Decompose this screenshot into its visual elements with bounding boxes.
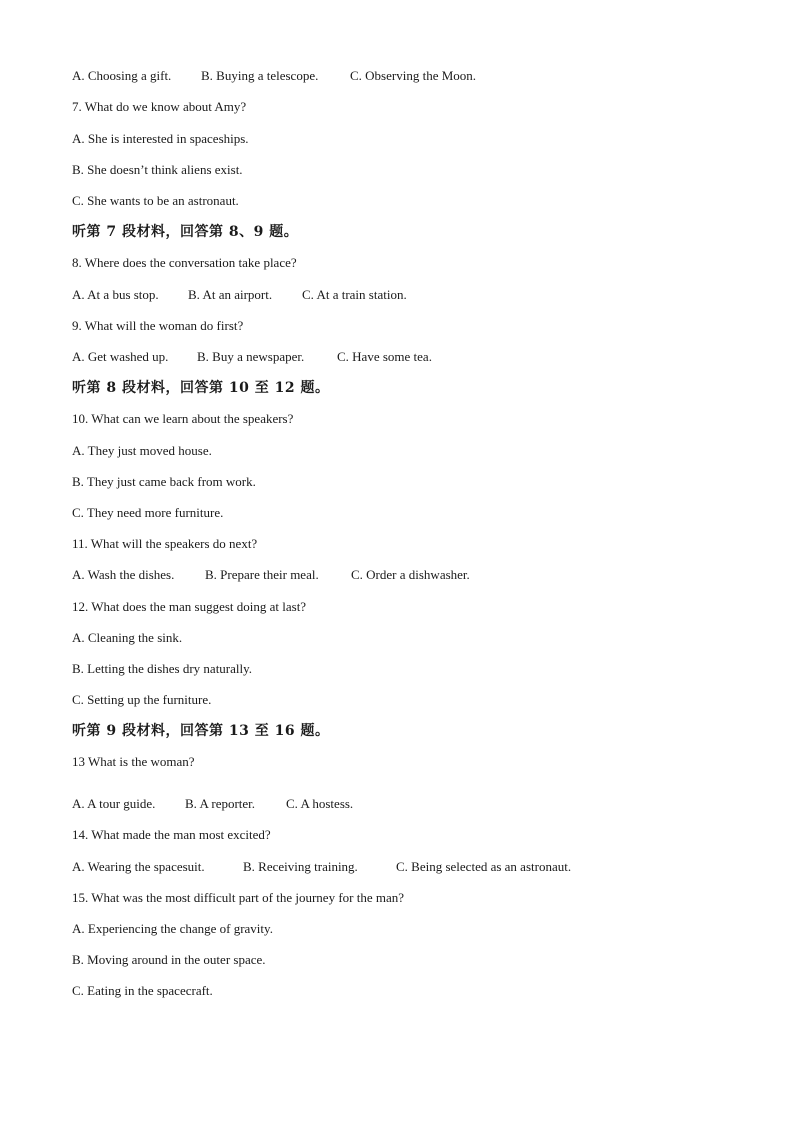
q9-question: 9. What will the woman do first? (72, 318, 244, 333)
q15-option-b: B. Moving around in the outer space. (72, 952, 266, 967)
q6-option-a: A. Choosing a gift. (72, 68, 172, 83)
q9-option-c: C. Have some tea. (337, 349, 432, 364)
q7-option-b: B. She doesn’t think aliens exist. (72, 162, 243, 177)
q7-option-c: C. She wants to be an astronaut. (72, 193, 239, 208)
q8-option-b: B. At an airport. (188, 287, 273, 302)
q13-option-b: B. A reporter. (185, 796, 256, 811)
q14-option-c: C. Being selected as an astronaut. (396, 859, 572, 874)
q6-option-b: B. Buying a telescope. (201, 68, 319, 83)
q8-option-c: C. At a train station. (302, 287, 407, 302)
q14-option-b: B. Receiving training. (243, 859, 358, 874)
q11-option-a: A. Wash the dishes. (72, 567, 175, 582)
q9-option-a: A. Get washed up. (72, 349, 169, 364)
q14-question: 14. What made the man most excited? (72, 827, 271, 842)
q11-question: 11. What will the speakers do next? (72, 536, 258, 551)
q9-option-b: B. Buy a newspaper. (197, 349, 305, 364)
section-7-heading: 听第 7 段材料，回答第 8、9 题。 (72, 224, 299, 240)
q15-question: 15. What was the most difficult part of the journey for the man? (72, 890, 405, 905)
q12-option-b: B. Letting the dishes dry naturally. (72, 661, 253, 676)
q13-question: 13 What is the woman? (72, 754, 195, 769)
q11-option-b: B. Prepare their meal. (205, 567, 319, 582)
q8-option-a: A. At a bus stop. (72, 287, 159, 302)
q10-question: 10. What can we learn about the speakers? (72, 411, 294, 426)
q13-option-c: C. A hostess. (286, 796, 354, 811)
q15-option-a: A. Experiencing the change of gravity. (72, 921, 273, 936)
q10-option-a: A. They just moved house. (72, 443, 212, 458)
q12-option-a: A. Cleaning the sink. (72, 630, 183, 645)
q14-option-a: A. Wearing the spacesuit. (72, 859, 205, 874)
q10-option-c: C. They need more furniture. (72, 505, 224, 520)
q7-option-a: A. She is interested in spaceships. (72, 131, 249, 146)
q11-option-c: C. Order a dishwasher. (351, 567, 470, 582)
q12-option-c: C. Setting up the furniture. (72, 692, 212, 707)
q10-option-b: B. They just came back from work. (72, 474, 256, 489)
q6-option-c: C. Observing the Moon. (350, 68, 477, 83)
q8-question: 8. Where does the conversation take place? (72, 255, 297, 270)
q12-question: 12. What does the man suggest doing at last? (72, 599, 307, 614)
q15-option-c: C. Eating in the spacecraft. (72, 983, 213, 998)
q7-question: 7. What do we know about Amy? (72, 99, 247, 114)
q13-option-a: A. A tour guide. (72, 796, 156, 811)
section-8-heading: 听第 8 段材料，回答第 10 至 12 题。 (72, 380, 330, 396)
section-9-heading: 听第 9 段材料，回答第 13 至 16 题。 (72, 723, 330, 739)
